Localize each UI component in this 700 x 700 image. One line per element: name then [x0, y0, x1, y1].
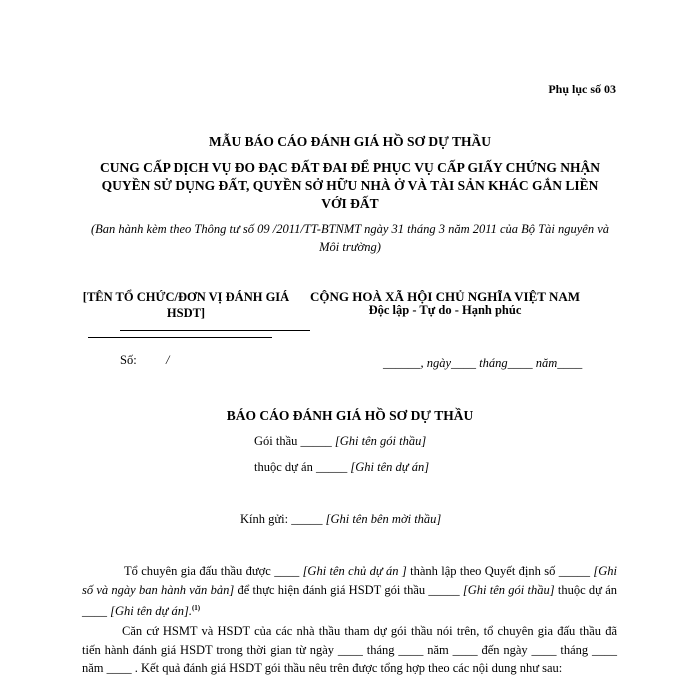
- para1-text-1: Tổ chuyên gia đấu thầu được ____: [124, 564, 303, 578]
- para1-hint-1: [Ghi tên chủ dự án ]: [302, 564, 407, 578]
- addressee-line: [240, 512, 441, 527]
- issued-note: (Ban hành kèm theo Thông tư số 09 /2011/TT-BTNMT ngày 31 tháng 3 năm 2011 của Bộ Tài nguyên và Môi trường): [90, 222, 610, 254]
- paragraph-2: Căn cứ HSMT và HSDT của các nhà thầu tham dự gói thầu nói trên, tổ chuyên gia đấu thầu đã tiến hành đánh giá HSDT trong thời gian từ ngày ____ tháng ____ năm ____ đến ngày ____ tháng ____ năm ____ . Kết quả đánh giá HSDT gói thầu nêu trên được tổng hợp theo các nội dung như sau:: [82, 624, 617, 675]
- org-underline-2: [88, 337, 272, 338]
- para1-text-4: thuộc dự án ____: [82, 582, 617, 619]
- package-line: [254, 434, 426, 449]
- national-motto: Độc lập - Tự do - Hạnh phúc: [368, 303, 522, 317]
- para1-text-3: để thực hiện đánh giá HSDT gói thầu _____: [234, 582, 463, 597]
- package-hint: [Ghi tên gói thầu]: [334, 434, 427, 448]
- package-label: Gói thầu _____: [254, 434, 332, 448]
- organization-name: [TÊN TỔ CHỨC/ĐƠN VỊ ĐÁNH GIÁ HSDT]: [82, 290, 290, 320]
- project-hint: [Ghi tên dự án]: [350, 460, 430, 474]
- report-title: BÁO CÁO ĐÁNH GIÁ HỒ SƠ DỰ THẦU: [226, 408, 474, 423]
- org-underline: [120, 330, 310, 331]
- date-line: ______, ngày____ tháng____ năm____: [383, 356, 583, 370]
- form-title: MẪU BÁO CÁO ĐÁNH GIÁ HỒ SƠ DỰ THẦU: [208, 134, 491, 149]
- para1-hint-4: [Ghi tên dự án].: [110, 604, 192, 619]
- nation-header: CỘNG HOÀ XÃ HỘI CHỦ NGHĨA VIỆT NAM: [309, 289, 581, 304]
- project-label: thuộc dự án _____: [254, 460, 348, 474]
- document-number-label: Số:: [120, 353, 137, 367]
- addressee-hint: [Ghi tên bên mời thầu]: [325, 512, 442, 526]
- form-subtitle: CUNG CẤP DỊCH VỤ ĐO ĐẠC ĐẤT ĐAI ĐỂ PHỤC VỤ CẤP GIẤY CHỨNG NHẬN QUYỀN SỬ DỤNG ĐẤT, QUYỀN SỞ HỮU NHÀ Ở VÀ TÀI SẢN KHÁC GẮN LIỀN VỚI ĐẤT: [99, 160, 600, 211]
- paragraph-1: [82, 562, 617, 621]
- para1-hint-3: [Ghi tên gói thầu]: [462, 582, 555, 597]
- document-number-slash: /: [166, 353, 170, 367]
- para1-hint-2: [Ghi số và ngày ban hành văn bản]: [82, 564, 617, 597]
- appendix-label: Phụ lục số 03: [548, 82, 616, 96]
- project-line: [254, 460, 429, 475]
- footnote-ref: (1): [191, 604, 201, 612]
- para1-text-2: thành lập theo Quyết định số _____: [406, 564, 594, 578]
- addressee-label: Kính gửi: _____: [240, 512, 323, 526]
